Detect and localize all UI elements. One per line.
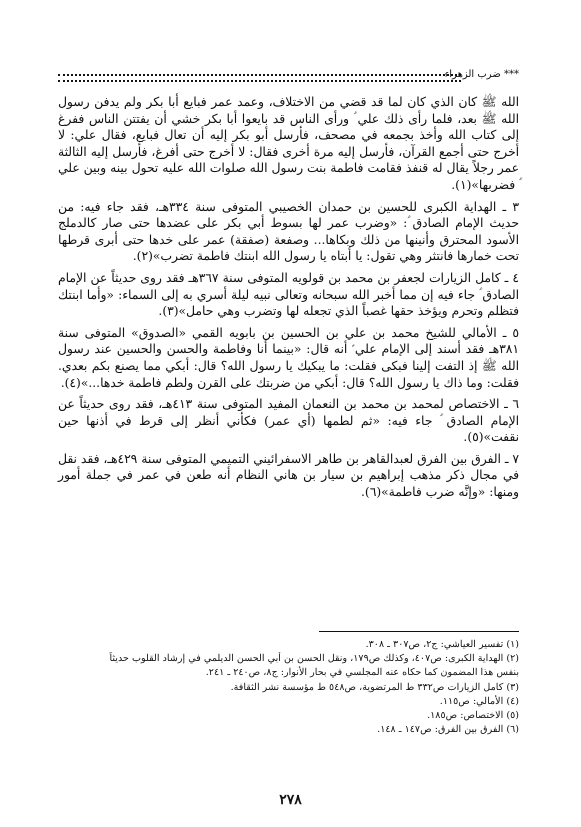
running-header bbox=[58, 70, 519, 84]
paragraph: الله ﷺ كان الذي كان لما قد قضي من الاختلاف، وعمد عمر فبايع أبا بكر ولم يدفن رسول الله ﷺ بعد، فلما رأى ذلك علي ؑ ورأى الناس قد بايعوا أبا بكر خشي أن يفتتن الناس ففرغ إلى كتاب الله وأخذ بجمعه في مصحف، فأرسل أبو بكر إليه أن تعال فبايع، فقال علي: لا أخرج حتى أجمع القرآن، فأرسل إليه مرة أخرى فقال: لا أخرج حتى أفرغ، فأرسل إليه الثالثة عمر رجلاً يقال له قنفذ فقامت فاطمة بنت رسول الله صلوات الله عليه تحول بينه وبين علي ؑ فضربها»(١). bbox=[58, 95, 519, 192]
page-number: ٢٧٨ bbox=[279, 792, 302, 808]
header-marker: *** bbox=[504, 69, 519, 80]
header-rule bbox=[58, 74, 461, 82]
header-title-text: ضرب الزهراء bbox=[444, 69, 501, 80]
footnote: (٦) الفرق بين الفرق: ص١٤٧ ـ ١٤٨. bbox=[377, 724, 519, 736]
footnote: (٣) كامل الزيارات ص٣٣٢ ط المرتضوية، ص٥٤٨ ط مؤسسة نشر الثقافة. bbox=[230, 681, 519, 693]
paragraph: ٤ ـ كامل الزيارات لجعفر بن محمد بن قولويه المتوفى سنة ٣٦٧هـ فقد روى حديثاً عن الإمام الصادق ؑ جاء فيه إن مما أخبر الله سبحانه وتعالى نبيه ليلة أسري به إلى السماء: «وأما ابنتك فتظلم وتحرم ويؤخذ حقها غصباً الذي تجعله لها وتضرب وهي حامل»(٣). bbox=[58, 270, 519, 319]
paragraph: ٧ ـ الفرق بين الفرق لعبدالقاهر بن طاهر الاسفرائيني التميمي المتوفى سنة ٤٢٩هـ، فقد نقل في مجال ذكر مذهب إبراهيم بن سيار بن هاني النظام أنه طعن في عمر في جملة أمور ومنها: «وإنَّه ضرب فاطمة»(٦). bbox=[58, 451, 519, 500]
footnote: (٥) الاختصاص: ص١٨٥. bbox=[427, 710, 519, 722]
footnote: بنفس هذا المضمون كما حكاه عنه المجلسي في بحار الأنوار: ج٨، ص٢٤٠ ـ ٢٤١. bbox=[205, 667, 519, 679]
footnote: (٤) الأمالي: ص١١٥. bbox=[439, 695, 519, 707]
footnote: (٢) الهداية الكبرى: ص٤٠٧، وكذلك ص١٧٩، ونقل الحسن بن أبي الحسن الديلمي في إرشاد القلوب حديثاً bbox=[109, 653, 519, 665]
paragraph: ٦ ـ الاختصاص لمحمد بن محمد بن النعمان المفيد المتوفى سنة ٤١٣هـ، فقد روى حديثاً عن الإمام الصادق ؑ جاء فيه: «ثم لطمها (أي عمر) فكأني أنظر إلى قرط في أذنها حين نقفت»(٥). bbox=[58, 397, 519, 445]
paragraph: ٣ ـ الهداية الكبرى للحسين بن حمدان الخصيبي المتوفى سنة ٣٣٤هـ، فقد جاء فيه: من حديث الإمام الصادق ؑ: «وضرب عمر لها بسوط أبي بكر على عضدها حتى صار كالدملج الأسود المحترق وأنينها من ذلك وبكاها... وصفعة (صفقة) عمر على خدها حتى أبرى قرطها تحت خمارها فانتثر وهي تقول: يا أبتاه يا رسول الله ابنتك فاطمة تضرب»(٢). bbox=[58, 199, 519, 264]
paragraph: ٥ ـ الأمالي للشيخ محمد بن علي بن الحسين بن بابويه القمي «الصدوق» المتوفى سنة ٣٨١هـ فقد أسند إلى الإمام علي ؑ أنه قال: «بينما أنا وفاطمة والحسن والحسين عند رسول الله ﷺ إذ التفت إلينا فبكى فقلت: ما يبكيك يا رسول الله؟ قال: أبكي مما يصنع بكم بعدي. فقلت: وما ذاك يا رسول الله؟ قال: أبكي من ضربتك على القرن ولطم فاطمة خدها...»(٤). bbox=[58, 325, 519, 390]
footnote-separator bbox=[319, 631, 519, 632]
main-text bbox=[58, 94, 519, 506]
footnotes bbox=[58, 638, 519, 737]
footnote: (١) تفسير العياشي: ج٢، ص٣٠٧ ـ ٣٠٨. bbox=[365, 639, 519, 650]
